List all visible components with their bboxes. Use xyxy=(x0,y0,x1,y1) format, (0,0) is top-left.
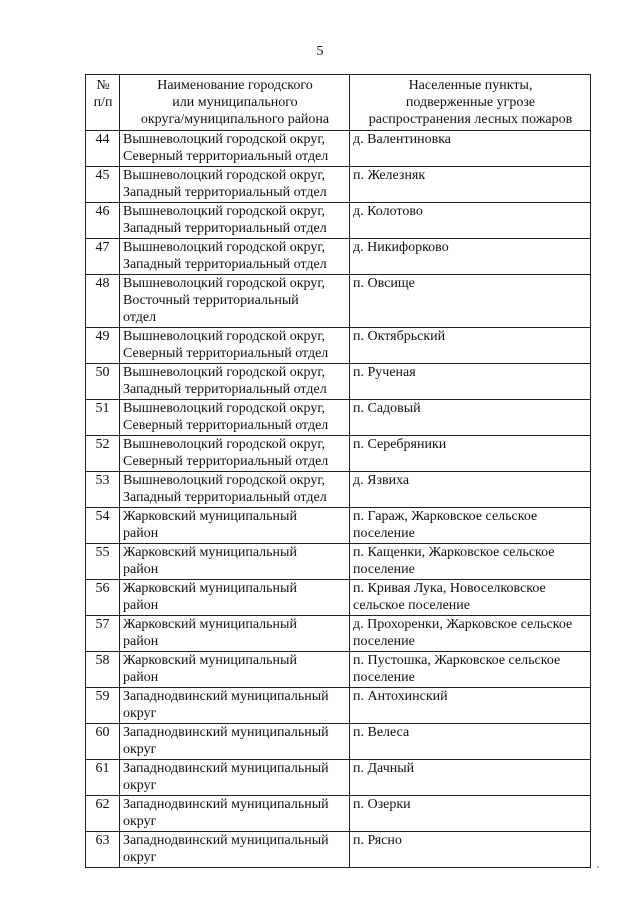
row-district xyxy=(120,652,350,688)
header-line: Наименование городского xyxy=(157,78,313,93)
row-district xyxy=(120,544,350,580)
row-district xyxy=(120,724,350,760)
settlement-line: поселение xyxy=(353,634,415,649)
table-row xyxy=(86,544,591,580)
district-line: Западнодвинский муниципальный xyxy=(123,797,329,812)
row-settlement xyxy=(350,832,591,868)
district-line: Западный территориальный отдел xyxy=(123,490,327,505)
header-line: п/п xyxy=(93,95,113,110)
table-row xyxy=(86,832,591,868)
row-settlement xyxy=(350,796,591,832)
row-district xyxy=(120,580,350,616)
settlement-line: п. Железняк xyxy=(353,168,426,183)
row-number: 53 xyxy=(86,472,120,508)
row-district xyxy=(120,400,350,436)
header-place xyxy=(350,75,591,131)
settlement-line: поселение xyxy=(353,562,415,577)
district-line: Западнодвинский муниципальный xyxy=(123,689,329,704)
header-row xyxy=(86,75,591,131)
row-district xyxy=(120,131,350,167)
row-number: 47 xyxy=(86,239,120,275)
district-line: округ xyxy=(123,706,157,721)
header-line: распространения лесных пожаров xyxy=(368,112,573,127)
table-row xyxy=(86,400,591,436)
district-line: округ xyxy=(123,814,157,829)
settlement-line: д. Прохоренки, Жарковское сельское xyxy=(353,617,573,632)
district-line: район xyxy=(123,598,159,613)
settlement-line: п. Озерки xyxy=(353,797,411,812)
row-settlement xyxy=(350,652,591,688)
table-header xyxy=(86,75,591,131)
row-settlement xyxy=(350,239,591,275)
district-line: Вышневолоцкий городской округ, xyxy=(123,240,326,255)
table-row xyxy=(86,580,591,616)
district-line: Северный территориальный отдел xyxy=(123,454,329,469)
row-number: 60 xyxy=(86,724,120,760)
row-number: 44 xyxy=(86,131,120,167)
row-settlement xyxy=(350,724,591,760)
district-line: район xyxy=(123,526,159,541)
row-settlement xyxy=(350,436,591,472)
settlement-line: п. Дачный xyxy=(353,761,415,776)
table-row xyxy=(86,328,591,364)
district-line: округ xyxy=(123,742,157,757)
header-line: или муниципального xyxy=(172,95,298,110)
row-district xyxy=(120,328,350,364)
header-line: подверженные угрозе xyxy=(405,95,536,110)
settlement-line: п. Рученая xyxy=(353,365,416,380)
table-row xyxy=(86,724,591,760)
header-line: Населенные пункты, xyxy=(408,78,533,93)
row-settlement xyxy=(350,508,591,544)
table-row xyxy=(86,203,591,239)
row-number: 51 xyxy=(86,400,120,436)
table-row xyxy=(86,616,591,652)
row-district xyxy=(120,436,350,472)
settlement-line: п. Садовый xyxy=(353,401,421,416)
table-row xyxy=(86,688,591,724)
settlement-line: сельское поселение xyxy=(353,598,470,613)
district-line: Вышневолоцкий городской округ, xyxy=(123,401,326,416)
district-line: Западнодвинский муниципальный xyxy=(123,761,329,776)
row-settlement xyxy=(350,328,591,364)
district-line: Западный территориальный отдел xyxy=(123,185,327,200)
row-settlement xyxy=(350,760,591,796)
row-district xyxy=(120,796,350,832)
row-district xyxy=(120,688,350,724)
district-line: Жарковский муниципальный xyxy=(123,545,297,560)
table-row xyxy=(86,652,591,688)
settlement-line: д. Язвиха xyxy=(353,473,410,488)
header-line: округа/муниципального района xyxy=(140,112,330,127)
row-district xyxy=(120,364,350,400)
row-district xyxy=(120,760,350,796)
table-row xyxy=(86,472,591,508)
district-line: Вышневолоцкий городской округ, xyxy=(123,437,326,452)
row-settlement xyxy=(350,203,591,239)
settlement-line: п. Серебряники xyxy=(353,437,447,452)
district-line: Вышневолоцкий городской округ, xyxy=(123,132,326,147)
header-line: № xyxy=(96,78,110,93)
header-area xyxy=(120,75,350,131)
district-line: Западнодвинский муниципальный xyxy=(123,833,329,848)
row-number: 59 xyxy=(86,688,120,724)
row-settlement xyxy=(350,616,591,652)
row-settlement xyxy=(350,275,591,328)
table-row xyxy=(86,508,591,544)
table-row xyxy=(86,167,591,203)
row-number: 62 xyxy=(86,796,120,832)
settlement-line: поселение xyxy=(353,670,415,685)
district-line: округ xyxy=(123,850,157,865)
row-number: 54 xyxy=(86,508,120,544)
district-line: Жарковский муниципальный xyxy=(123,581,297,596)
row-number: 52 xyxy=(86,436,120,472)
scan-speck xyxy=(597,866,599,868)
row-district xyxy=(120,832,350,868)
district-line: Восточный территориальный xyxy=(123,293,299,308)
row-settlement xyxy=(350,580,591,616)
row-number: 55 xyxy=(86,544,120,580)
row-settlement xyxy=(350,131,591,167)
district-line: Вышневолоцкий городской округ, xyxy=(123,329,326,344)
header-num xyxy=(86,75,120,131)
district-line: Северный территориальный отдел xyxy=(123,346,329,361)
row-number: 46 xyxy=(86,203,120,239)
row-district xyxy=(120,275,350,328)
settlement-line: п. Гараж, Жарковское сельское xyxy=(353,509,538,524)
row-settlement xyxy=(350,167,591,203)
district-line: Западный территориальный отдел xyxy=(123,382,327,397)
settlement-line: п. Октябрьский xyxy=(353,329,446,344)
row-number: 48 xyxy=(86,275,120,328)
table-row xyxy=(86,131,591,167)
row-settlement xyxy=(350,688,591,724)
settlement-line: п. Велеса xyxy=(353,725,410,740)
district-line: Вышневолоцкий городской округ, xyxy=(123,365,326,380)
row-number: 58 xyxy=(86,652,120,688)
district-line: район xyxy=(123,670,159,685)
row-number: 49 xyxy=(86,328,120,364)
district-line: Северный территориальный отдел xyxy=(123,418,329,433)
district-line: Вышневолоцкий городской округ, xyxy=(123,276,326,291)
table-body xyxy=(86,131,591,868)
table-row xyxy=(86,796,591,832)
table-row xyxy=(86,275,591,328)
district-line: Жарковский муниципальный xyxy=(123,617,297,632)
table-row xyxy=(86,364,591,400)
district-line: Западный территориальный отдел xyxy=(123,257,327,272)
district-line: район xyxy=(123,634,159,649)
settlement-line: п. Овсище xyxy=(353,276,415,291)
row-district xyxy=(120,508,350,544)
district-line: Жарковский муниципальный xyxy=(123,653,297,668)
row-district xyxy=(120,472,350,508)
district-line: отдел xyxy=(123,310,157,325)
row-number: 50 xyxy=(86,364,120,400)
row-settlement xyxy=(350,364,591,400)
settlement-line: п. Рясно xyxy=(353,833,402,848)
settlement-line: п. Антохинский xyxy=(353,689,448,704)
settlement-line: п. Кривая Лука, Новоселковское xyxy=(353,581,546,596)
settlements-table xyxy=(85,74,591,868)
row-district xyxy=(120,239,350,275)
row-settlement xyxy=(350,544,591,580)
row-number: 56 xyxy=(86,580,120,616)
district-line: Вышневолоцкий городской округ, xyxy=(123,168,326,183)
district-line: округ xyxy=(123,778,157,793)
settlement-line: д. Колотово xyxy=(353,204,423,219)
district-line: Западнодвинский муниципальный xyxy=(123,725,329,740)
district-line: Жарковский муниципальный xyxy=(123,509,297,524)
settlement-line: д. Никифорково xyxy=(353,240,449,255)
table-row xyxy=(86,239,591,275)
page-number: 5 xyxy=(316,44,324,59)
settlement-line: д. Валентиновка xyxy=(353,132,452,147)
district-line: район xyxy=(123,562,159,577)
district-line: Вышневолоцкий городской округ, xyxy=(123,204,326,219)
table-row xyxy=(86,760,591,796)
settlement-line: п. Пустошка, Жарковское сельское xyxy=(353,653,561,668)
row-number: 57 xyxy=(86,616,120,652)
row-number: 63 xyxy=(86,832,120,868)
table-row xyxy=(86,436,591,472)
row-district xyxy=(120,203,350,239)
row-number: 61 xyxy=(86,760,120,796)
district-line: Северный территориальный отдел xyxy=(123,149,329,164)
row-number: 45 xyxy=(86,167,120,203)
row-settlement xyxy=(350,400,591,436)
row-district xyxy=(120,167,350,203)
district-line: Вышневолоцкий городской округ, xyxy=(123,473,326,488)
row-district xyxy=(120,616,350,652)
district-line: Западный территориальный отдел xyxy=(123,221,327,236)
settlement-line: поселение xyxy=(353,526,415,541)
row-settlement xyxy=(350,472,591,508)
settlement-line: п. Кащенки, Жарковское сельское xyxy=(353,545,555,560)
